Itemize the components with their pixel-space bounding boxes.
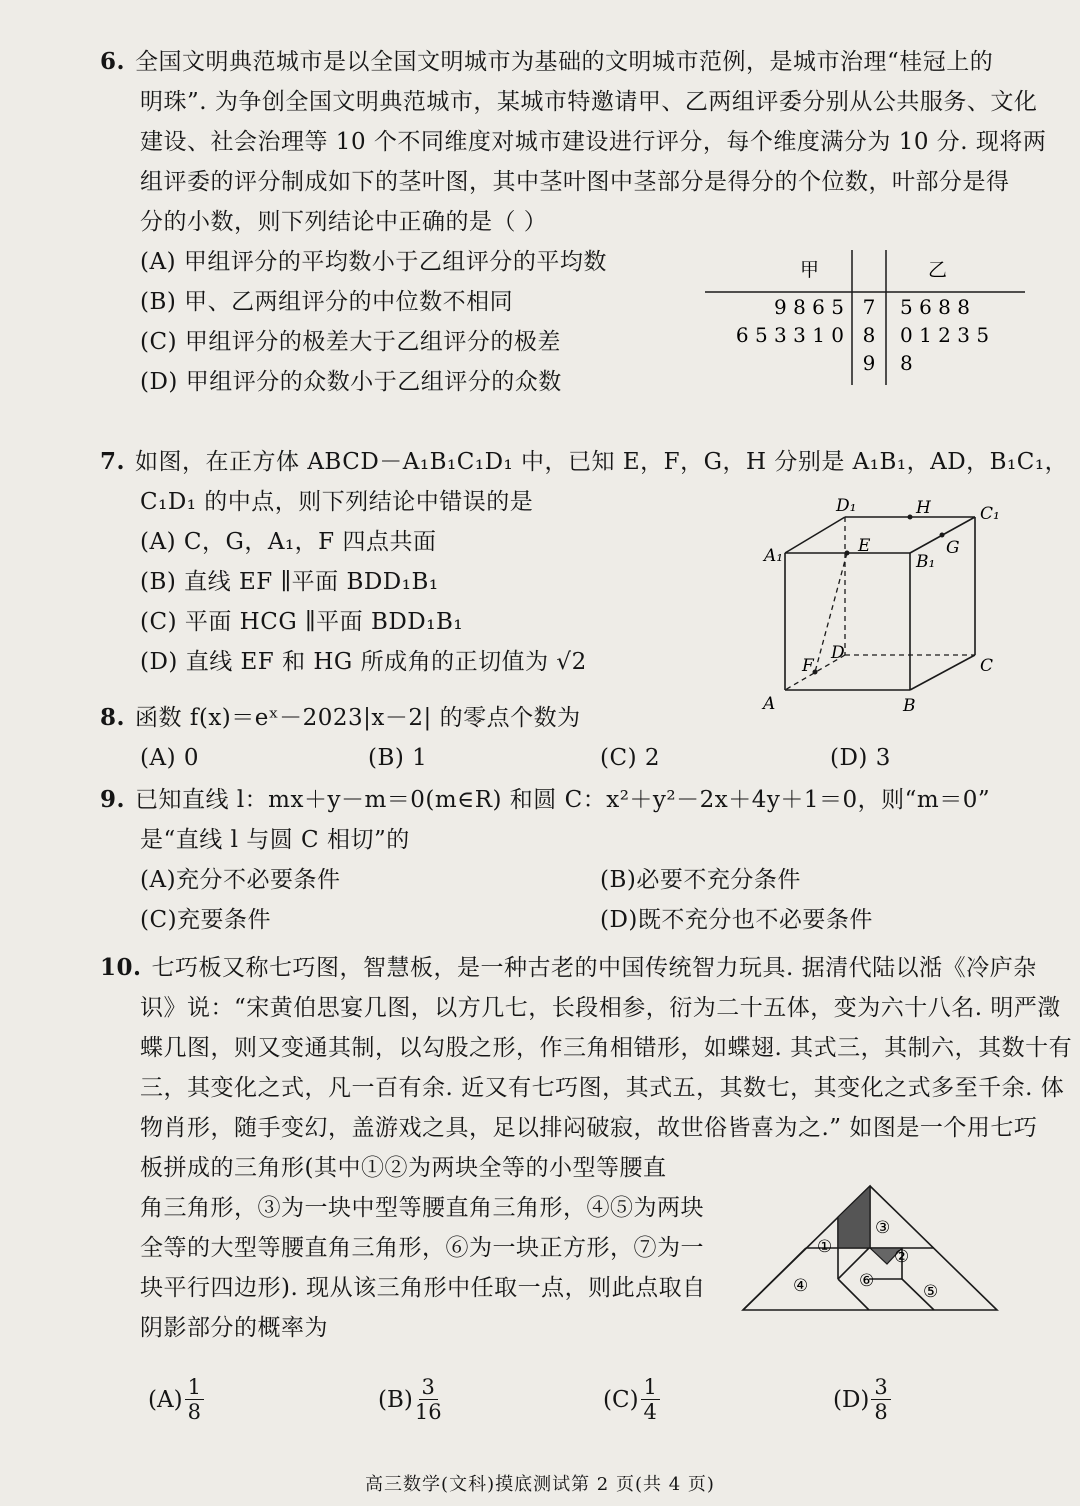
cube-label-c: C [980, 656, 994, 676]
q9-options-row-1 [100, 860, 1050, 900]
cube-label-b1: B₁ [916, 552, 936, 572]
cube-label-d: D [831, 643, 845, 663]
tangram-label-6: ⑥ [859, 1271, 875, 1291]
q7-option-c: (C) 平面 HCG ∥平面 BDD₁B₁ [140, 609, 464, 635]
q10-options [148, 1375, 891, 1424]
stem-leaf-stem-3: 9 [862, 351, 876, 375]
q10-option-c: (C) $\frac{1}{4}$ [603, 1375, 833, 1424]
cube-label-h: H [916, 498, 931, 518]
q9-option-b: (B)必要不充分条件 [600, 867, 801, 893]
q10-option-b: (B) $\frac{3}{16}$ [378, 1375, 442, 1424]
q8-option-c: (C) 2 [600, 745, 660, 771]
q10-line-1: 10. 七巧板又称七巧图，智慧板，是一种古老的中国传统智力玩具. 据清代陆以湉《冷庐杂 [100, 954, 1037, 981]
tangram-label-2: ② [894, 1247, 910, 1267]
tangram-label-4: ④ [793, 1276, 809, 1296]
q9-option-a: (A)充分不必要条件 [140, 867, 341, 893]
stem-leaf-left-header: 甲 [800, 259, 820, 281]
q6-line-2: 明珠”. 为争创全国文明典范城市，某城市特邀请甲、乙两组评委分别从公共服务、文化 [140, 89, 1038, 115]
q6-line-3: 建设、社会治理等 10 个不同维度对城市建设进行评分，每个维度满分为 10 分. 现将两 [140, 129, 1047, 155]
q9-option-d: (D)既不充分也不必要条件 [600, 907, 873, 933]
q6-line-4: 组评委的评分制成如下的茎叶图，其中茎叶图中茎部分是得分的个位数，叶部分是得 [140, 169, 1010, 195]
q6-option-c: (C) 甲组评分的极差大于乙组评分的极差 [140, 329, 561, 355]
q8-option-d: (D) 3 [830, 745, 891, 771]
q10-line-9: 块平行四边形). 现从该三角形中任取一点，则此点取自 [140, 1275, 706, 1301]
stem-leaf-right-row-1: 5 6 8 8 [900, 295, 970, 319]
q10-option-d: (D) $\frac{3}{8}$ [833, 1375, 891, 1424]
stem-leaf-stem-2: 8 [862, 323, 876, 347]
q6-option-a: (A) 甲组评分的平均数小于乙组评分的平均数 [140, 249, 607, 275]
q6-option-b: (B) 甲、乙两组评分的中位数不相同 [140, 289, 514, 315]
stem-leaf-left-row-1: 9 8 6 5 [774, 295, 844, 319]
q9-line-1: 9. 已知直线 l：mx＋y－m＝0(m∈R) 和圆 C：x²＋y²－2x＋4y＋1＝0，则“m＝0” [100, 786, 991, 813]
stem-leaf-right-header: 乙 [928, 259, 948, 281]
q7-line-1: 7. 如图，在正方体 ABCD－A₁B₁C₁D₁ 中，已知 E，F，G，H 分别是 A₁B₁，AD，B₁C₁， [100, 448, 1069, 475]
q6-line-1: 6. 全国文明典范城市是以全国文明城市为基础的文明城市范例，是城市治理“桂冠上的 [100, 48, 994, 75]
tangram-shaded-piece-7 [838, 1186, 870, 1248]
q6-line-5: 分的小数，则下列结论中正确的是（ ） [140, 209, 548, 235]
stem-leaf-left-row-2: 6 5 3 3 1 0 [735, 323, 844, 347]
q7-option-b: (B) 直线 EF ∥平面 BDD₁B₁ [140, 569, 439, 595]
cube-label-d1: D₁ [836, 496, 857, 516]
q6-option-d: (D) 甲组评分的众数小于乙组评分的众数 [140, 369, 562, 395]
q10-line-3: 蝶几图，则又变通其制，以勾股之形，作三角相错形，如蝶翅. 其式三，其制六，其数十有 [140, 1035, 1073, 1061]
q10-line-6: 板拼成的三角形(其中①②为两块全等的小型等腰直 [140, 1155, 667, 1181]
question-8 [100, 698, 1050, 778]
q8-options [100, 738, 1050, 778]
cube-label-e: E [858, 536, 871, 556]
cube-label-a: A [763, 694, 776, 714]
q9-option-c: (C)充要条件 [140, 907, 272, 933]
q9-options-row-2 [100, 900, 1050, 940]
stem-leaf-plot [700, 250, 1030, 390]
stem-leaf-right-row-3: 8 [900, 351, 913, 375]
q7-option-d: (D) 直线 EF 和 HG 所成角的正切值为 √2 [140, 649, 587, 675]
q10-line-2: 识》说：“宋黄伯思宴几图，以方几七，长段相参，衍为二十五体，变为六十八名. 明严澂 [140, 995, 1061, 1021]
cube-label-c1: C₁ [980, 504, 1000, 524]
cube-label-b: B [903, 696, 916, 716]
q8-number: 8. [100, 704, 126, 731]
q10-line-8: 全等的大型等腰直角三角形，⑥为一块正方形，⑦为一 [140, 1235, 704, 1261]
cube-diagram [750, 495, 1050, 720]
q10-number: 10. [100, 954, 142, 981]
tangram-label-1: ① [817, 1237, 833, 1257]
page-footer: 高三数学(文科)摸底测试第 2 页(共 4 页) [365, 1474, 715, 1495]
tangram-label-3: ③ [875, 1218, 891, 1238]
q10-line-4: 三，其变化之式，凡一百有余. 近又有七巧图，其式五，其数七，其变化之式多至千余. 体 [140, 1075, 1065, 1101]
q10-line-5: 物肖形，随手变幻，盖游戏之具，足以排闷破寂，故世俗皆喜为之.” 如图是一个用七巧 [140, 1115, 1038, 1141]
q9-number: 9. [100, 786, 126, 813]
q8-stem: 8. 函数 f(x)＝eˣ－2023|x－2| 的零点个数为 [100, 704, 581, 731]
tangram-label-5: ⑤ [923, 1282, 939, 1302]
tangram-figure [735, 1178, 1010, 1318]
question-9 [100, 780, 1050, 940]
q10-line-7: 角三角形，③为一块中型等腰直角三角形，④⑤为两块 [140, 1195, 704, 1221]
q7-line-2: C₁D₁ 的中点，则下列结论中错误的是 [140, 489, 534, 515]
q10-line-10: 阴影部分的概率为 [140, 1315, 328, 1341]
cube-label-a1: A₁ [764, 546, 784, 566]
q7-option-a: (A) C，G，A₁，F 四点共面 [140, 529, 437, 555]
stem-leaf-right-row-2: 0 1 2 3 5 [900, 323, 990, 347]
q7-number: 7. [100, 448, 126, 475]
stem-leaf-stem-1: 7 [862, 295, 876, 319]
q9-line-2: 是“直线 l 与圆 C 相切”的 [140, 827, 410, 853]
q8-option-b: (B) 1 [368, 745, 428, 771]
q6-number: 6. [100, 48, 126, 75]
cube-label-f: F [802, 656, 814, 676]
q8-option-a: (A) 0 [140, 745, 200, 771]
cube-label-g: G [946, 538, 960, 558]
q10-option-a: (A) $\frac{1}{8}$ [148, 1375, 378, 1424]
